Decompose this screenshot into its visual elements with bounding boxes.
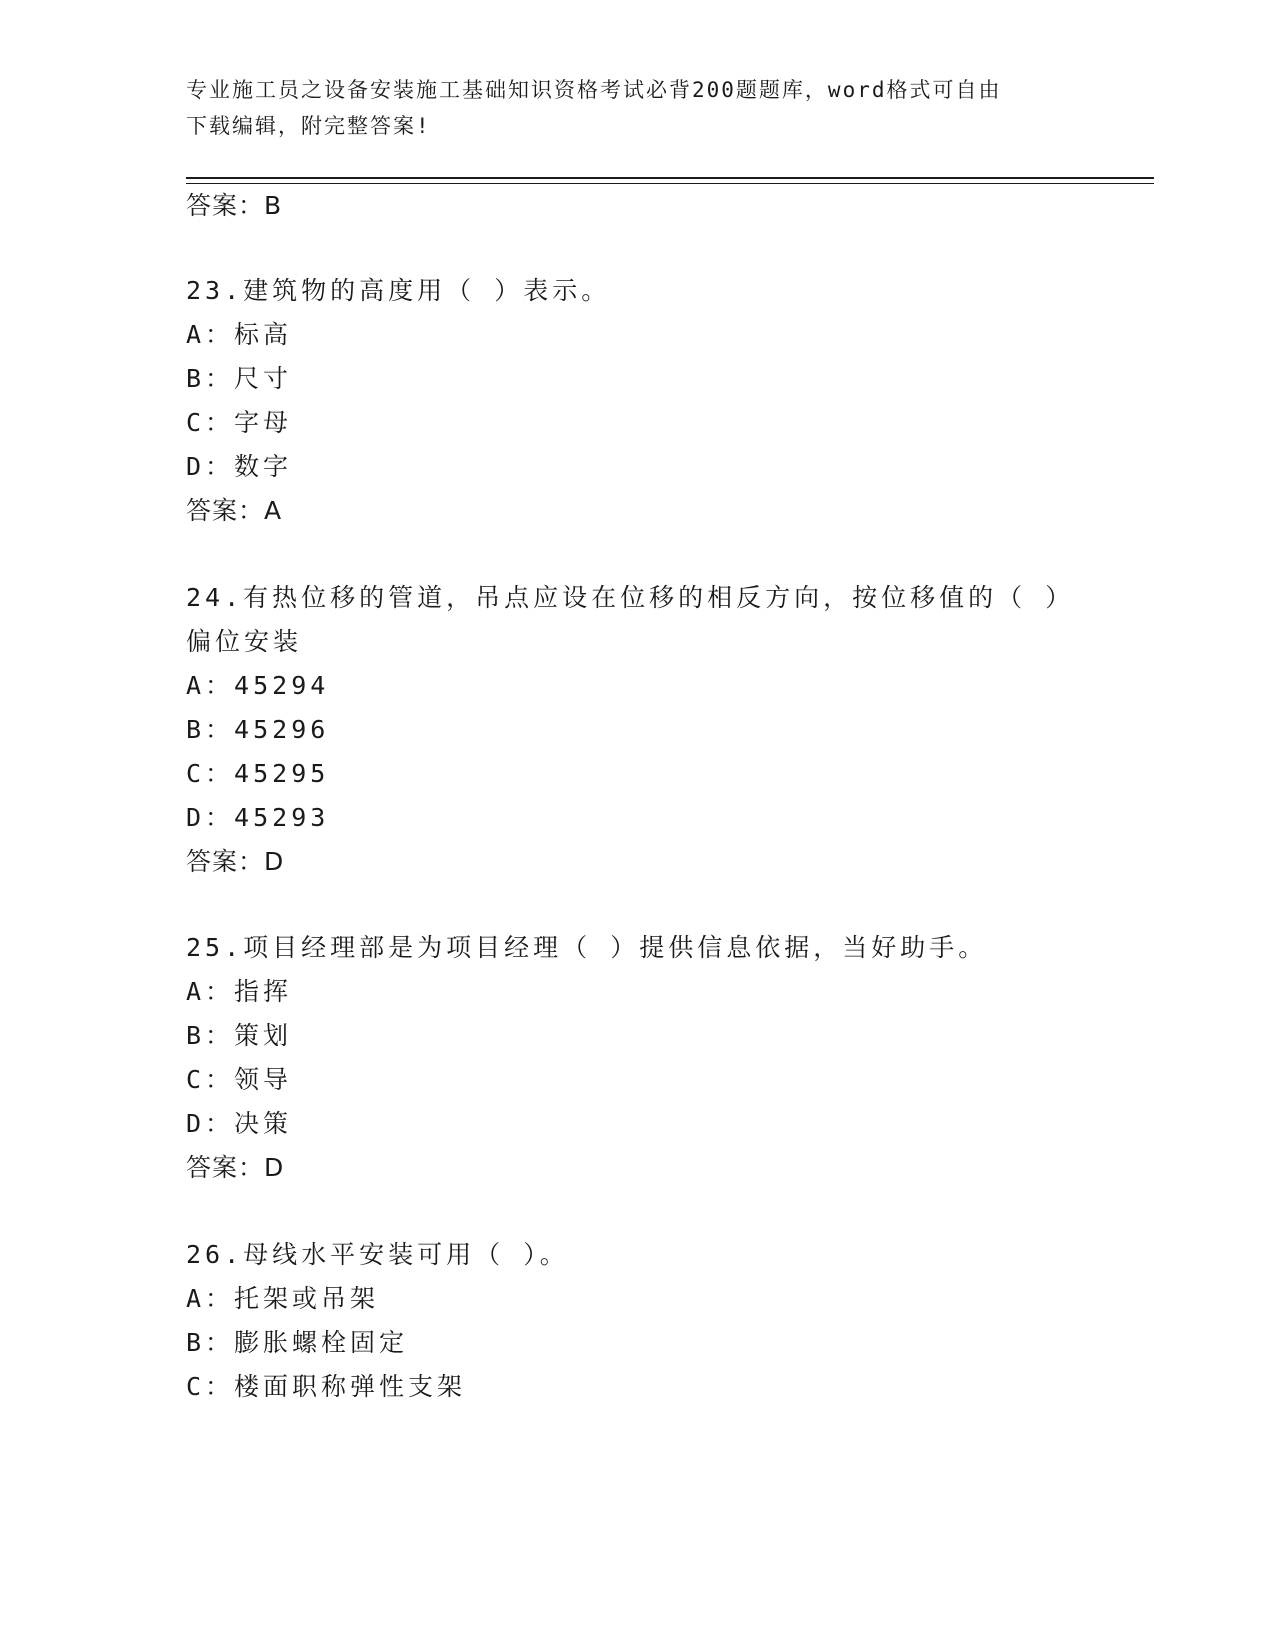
option-d: D：决策 xyxy=(186,1109,293,1138)
answer-label: 答案：D xyxy=(186,1153,285,1182)
question-stem: 24.有热位移的管道，吊点应设在位移的相反方向，按位移值的（ ） xyxy=(186,583,1075,612)
answer-label: 答案：D xyxy=(186,847,285,876)
option-a: A：托架或吊架 xyxy=(186,1284,380,1313)
option-c: C：45295 xyxy=(186,759,330,788)
question-stem: 26.母线水平安装可用（ ）。 xyxy=(186,1240,569,1269)
option-b: B：策划 xyxy=(186,1021,293,1050)
option-c: C：字母 xyxy=(186,408,293,437)
header-divider-thin xyxy=(186,183,1154,184)
option-a: A：45294 xyxy=(186,671,330,700)
option-d: D：45293 xyxy=(186,803,330,832)
question-stem-continued: 偏位安装 xyxy=(186,627,303,656)
option-b: B：尺寸 xyxy=(186,364,293,393)
question-stem: 25.项目经理部是为项目经理（ ）提供信息依据，当好助手。 xyxy=(186,933,988,962)
option-b: B：45296 xyxy=(186,715,330,744)
option-c: C：楼面职称弹性支架 xyxy=(186,1372,467,1401)
header-divider-thick xyxy=(186,177,1154,179)
question-stem: 23.建筑物的高度用（ ）表示。 xyxy=(186,276,611,305)
option-a: A：标高 xyxy=(186,320,293,349)
header-line-2: 下载编辑，附完整答案! xyxy=(186,114,431,138)
option-c: C：领导 xyxy=(186,1065,293,1094)
answer-label: 答案：A xyxy=(186,496,283,525)
header-line-1: 专业施工员之设备安装施工基础知识资格考试必背200题题库，word格式可自由 xyxy=(186,78,1002,102)
option-b: B：膨胀螺栓固定 xyxy=(186,1328,409,1357)
option-a: A：指挥 xyxy=(186,977,293,1006)
option-d: D：数字 xyxy=(186,452,293,481)
answer-label: 答案：B xyxy=(186,191,283,220)
document-header xyxy=(186,72,1086,144)
